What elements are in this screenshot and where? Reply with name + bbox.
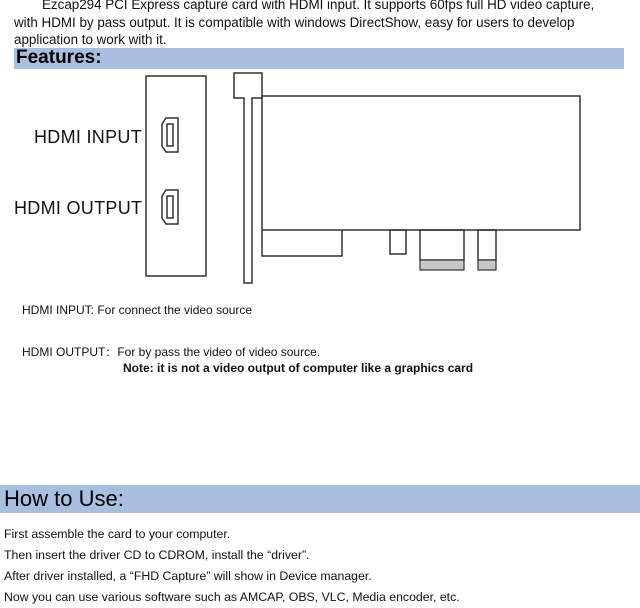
warning-note: Note: it is not a video output of computer like a graphics card xyxy=(123,361,474,375)
hdmi-input-label: HDMI INPUT xyxy=(34,127,142,147)
howto-steps xyxy=(4,524,460,608)
capture-card-diagram xyxy=(0,70,640,290)
hdmi-input-port-slot xyxy=(167,124,173,146)
hdmi-input-note: HDMI INPUT: For connect the video source xyxy=(22,303,253,317)
howto-step: After driver installed, a “FHD Capture” will show in Device manager. xyxy=(4,569,372,583)
hdmi-output-label: HDMI OUTPUT xyxy=(14,198,143,218)
side-bracket xyxy=(234,73,262,283)
hdmi-output-note: HDMI OUTPUT：For by pass the video of video source. xyxy=(22,345,321,359)
hdmi-output-port-slot xyxy=(167,196,173,218)
intro-line: Ezcap294 PCI Express capture card with HDMI input. It supports 60fps full HD video capture, xyxy=(42,0,595,12)
howto-heading-bar xyxy=(0,485,640,513)
key-contacts xyxy=(478,260,496,270)
howto-step: First assemble the card to your computer. xyxy=(4,527,231,541)
howto-step: Now you can use various software such as AMCAP, OBS, VLC, Media encoder, etc. xyxy=(4,590,460,604)
board-tab xyxy=(262,230,342,256)
component-1 xyxy=(390,230,406,254)
intro-paragraph xyxy=(14,0,638,49)
component-2 xyxy=(478,230,496,260)
features-heading-bar xyxy=(14,48,624,69)
howto-heading: How to Use: xyxy=(4,486,124,511)
intro-line: application to work with it. xyxy=(14,32,167,47)
bracket-panel xyxy=(146,76,206,276)
features-heading: Features: xyxy=(16,47,102,68)
pcie-contacts xyxy=(420,260,464,270)
hdmi-input-port-icon xyxy=(162,118,178,152)
howto-step: Then insert the driver CD to CDROM, install the “driver”. xyxy=(4,548,310,562)
pcb-board xyxy=(262,96,580,230)
intro-line: with HDMI by pass output. It is compatible with windows DirectShow, easy for users to develop xyxy=(14,14,575,30)
hdmi-output-port-icon xyxy=(162,190,178,224)
pcie-connector xyxy=(420,230,464,260)
